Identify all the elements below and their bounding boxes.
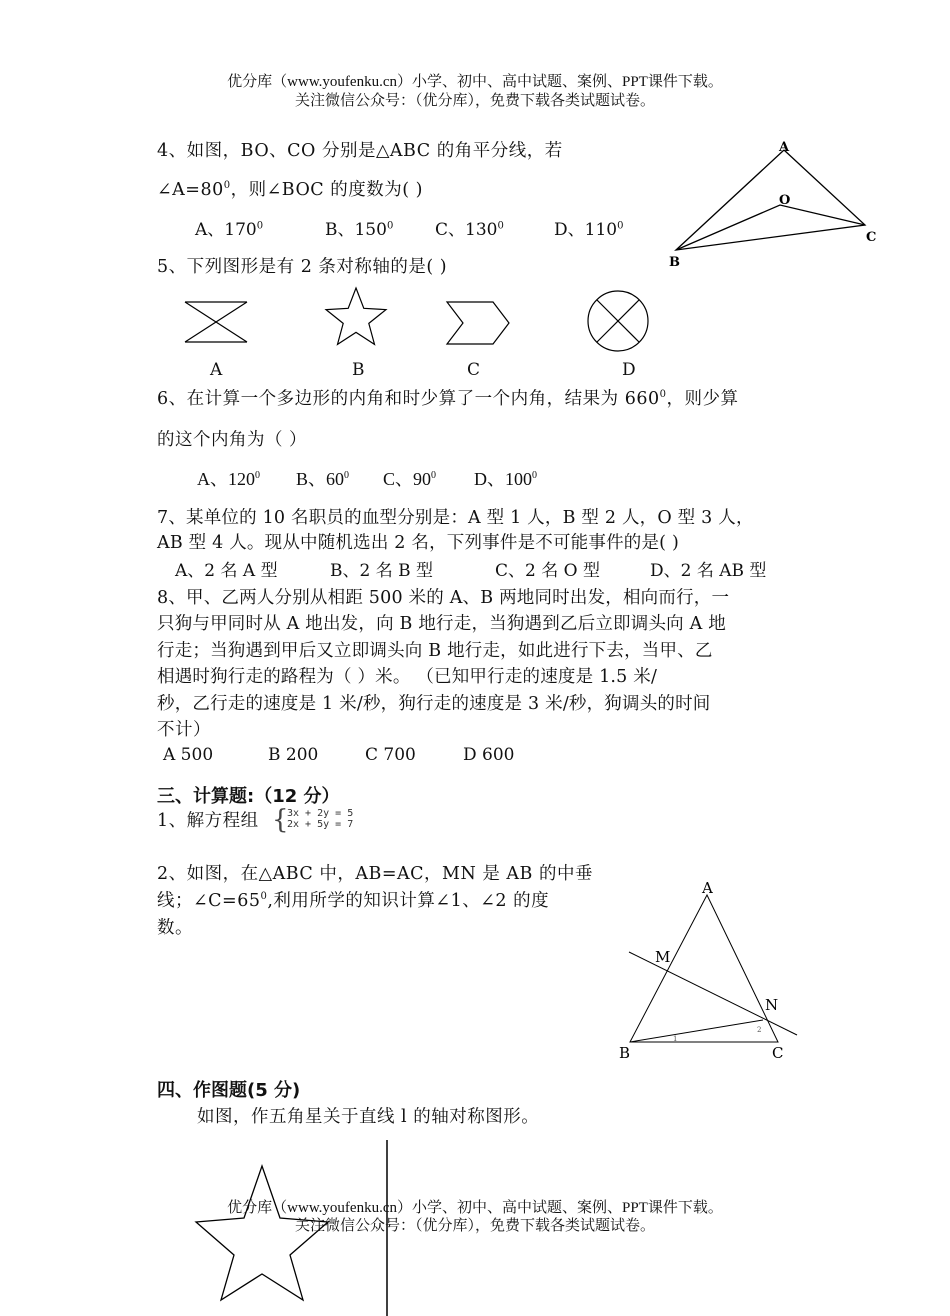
q6-line-2: 的这个内角为（ ） xyxy=(157,430,308,450)
q8-line-4: 相遇时狗行走的路程为（ ）米。 （已知甲行走的速度是 1.5 米/ xyxy=(157,667,658,687)
q6-option-b: B、$60^0$ xyxy=(296,469,350,489)
header-line-1: 优分库（www.youfenku.cn）小学、初中、高中试题、案例、PPT课件下载。 xyxy=(227,74,723,90)
q5-label-c: C xyxy=(467,360,481,380)
q8-option-c: C 700 xyxy=(365,745,416,765)
q8-line-2: 只狗与甲同时从 A 地出发，向 B 地行走，当狗遇到乙后立即调头向 A 地 xyxy=(157,614,726,634)
q8-line-3: 行走；当狗遇到甲后又立即调头向 B 地行走，如此进行下去，当甲、乙 xyxy=(157,641,713,661)
q5-label-d: D xyxy=(622,360,636,380)
s3-label-b: B xyxy=(619,1044,631,1062)
equation-2: 2x + 5y = 7 xyxy=(287,819,354,830)
q7-line-1: 7、某单位的 10 名职员的血型分别是：A 型 1 人，B 型 2 人，O 型 3 人， xyxy=(157,508,754,528)
q7-line-2: AB 型 4 人。现从中随机选出 2 名，下列事件是不可能事件的是( ) xyxy=(157,533,679,553)
q4-label-b: B xyxy=(669,255,680,270)
s3-q2-line-3: 数。 xyxy=(157,918,193,938)
q8-option-d: D 600 xyxy=(463,745,515,765)
q7-option-b: B、2 名 B 型 xyxy=(330,561,434,581)
q4-label-o: O xyxy=(779,193,791,208)
s3-label-a: A xyxy=(702,879,713,897)
s3-q2-line-2: 线；$\angle C=65^0$,利用所学的知识计算∠1、∠2 的度 xyxy=(157,891,550,911)
section-4-title: 四、作图题(5 分) xyxy=(157,1080,301,1101)
section-3-title: 三、计算题:（12 分） xyxy=(157,786,340,807)
q6-option-a: A、$120^0$ xyxy=(197,469,260,489)
q8-line-1: 8、甲、乙两人分别从相距 500 米的 A、B 两地同时出发，相向而行，一 xyxy=(157,588,730,608)
q4-label-c: C xyxy=(866,230,877,245)
q8-line-6: 不计） xyxy=(157,720,211,740)
s3-q2-line-1: 2、如图，在△ABC 中，AB=AC，MN 是 AB 的中垂 xyxy=(157,864,593,884)
section-4-text: 如图，作五角星关于直线 l 的轴对称图形。 xyxy=(197,1107,540,1127)
equation-1: 3x + 2y = 5 xyxy=(287,808,354,819)
q4-option-b: B、$150^0$ xyxy=(325,220,394,240)
s3-label-m: M xyxy=(655,948,671,966)
q4-option-a: A、$170^0$ xyxy=(195,220,264,240)
q6-option-d: D、$100^0$ xyxy=(474,469,537,489)
q4-option-d: D、$110^0$ xyxy=(554,220,624,240)
q6-line-1: 6、在计算一个多边形的内角和时少算了一个内角，结果为 $660^0$，则少算 xyxy=(157,389,739,409)
q4-line-2: $\angle A=80^0$，则∠BOC 的度数为( ) xyxy=(157,180,423,200)
q7-option-a: A、2 名 A 型 xyxy=(175,561,278,581)
q5-label-b: B xyxy=(352,360,365,380)
equation-brace: { xyxy=(272,805,289,835)
header-line-2: 关注微信公众号：（优分库），免费下载各类试题试卷。 xyxy=(294,93,655,109)
q8-option-a: A 500 xyxy=(163,745,214,765)
q4-line-1: 4、如图，BO、CO 分别是△ABC 的角平分线，若 xyxy=(157,141,563,161)
s3-label-c: C xyxy=(772,1044,784,1062)
q7-option-d: D、2 名 AB 型 xyxy=(650,561,767,581)
q5-text: 5、下列图形是有 2 条对称轴的是( ) xyxy=(157,257,448,277)
footer-line-1: 优分库（www.youfenku.cn）小学、初中、高中试题、案例、PPT课件下载。 xyxy=(227,1200,723,1216)
footer-line-2: 关注微信公众号：（优分库），免费下载各类试题试卷。 xyxy=(294,1218,655,1234)
q8-option-b: B 200 xyxy=(268,745,319,765)
q4-label-a: A xyxy=(779,140,790,155)
q8-line-5: 秒，乙行走的速度是 1 米/秒，狗行走的速度是 3 米/秒，狗调头的时间 xyxy=(157,694,711,714)
s3-label-n: N xyxy=(765,996,779,1014)
q7-option-c: C、2 名 O 型 xyxy=(495,561,600,581)
q6-option-c: C、$90^0$ xyxy=(383,469,437,489)
s3-label-angle-2: 2 xyxy=(757,1026,762,1034)
q5-label-a: A xyxy=(210,360,223,380)
s3-label-angle-1: 1 xyxy=(673,1035,678,1043)
q4-option-c: C、$130^0$ xyxy=(435,220,504,240)
s3-q1-label: 1、解方程组 xyxy=(157,811,259,831)
